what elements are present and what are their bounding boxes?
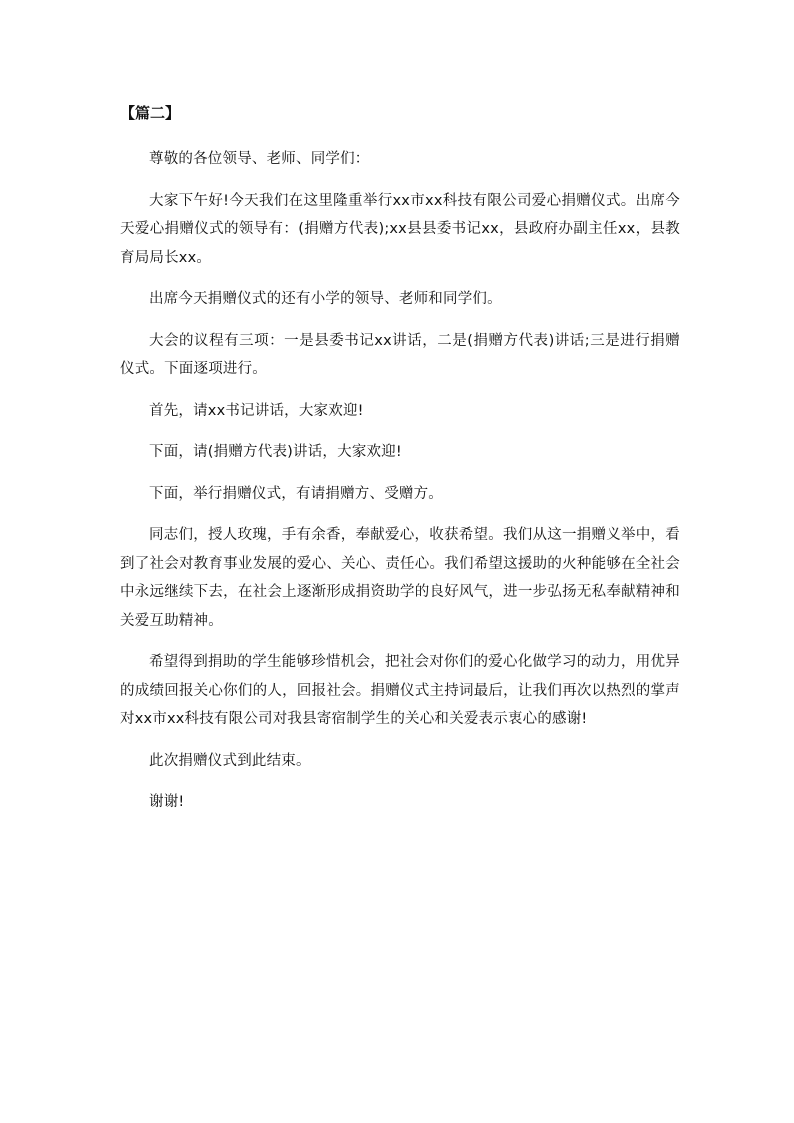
paragraph-comrades: 同志们，授人玫瑰，手有余香，奉献爱心，收获希望。我们从这一捐赠义举中，看到了社会对教育事业发展的爱心、关心、责任心。我们希望这援助的火种能够在全社会中永远继续下去，在社会上逐渐形成捐资助学的良好风气，进一步弘扬无私奉献精神和关爱互助精神。 — [120, 527, 680, 629]
paragraph-attendees: 出席今天捐赠仪式的还有小学的领导、老师和同学们。 — [149, 291, 502, 307]
paragraph-thanks: 谢谢! — [149, 794, 185, 810]
paragraph-agenda: 大会的议程有三项：一是县委书记xx讲话，二是(捐赠方代表)讲话;三是进行捐赠仪式。下面逐项进行。 — [120, 332, 680, 377]
paragraph-salutation: 尊敬的各位领导、老师、同学们： — [149, 151, 370, 167]
paragraph-opening: 大家下午好!今天我们在这里隆重举行xx市xx科技有限公司爱心捐赠仪式。出席今天爱心捐赠仪式的领导有：(捐赠方代表);xx县县委书记xx，县政府办副主任xx，县教育局局长xx。 — [120, 192, 680, 266]
paragraph-hope: 希望得到捐助的学生能够珍惜机会，把社会对你们的爱心化做学习的动力，用优异的成绩回报关心你们的人，回报社会。捐赠仪式主持词最后，让我们再次以热烈的掌声对xx市xx科技有限公司对我县寄宿制学生的关心和关爱表示衷心的感谢! — [120, 654, 680, 727]
section-heading: 【篇二】 — [120, 104, 181, 122]
paragraph-closing: 此次捐赠仪式到此结束。 — [149, 752, 311, 769]
paragraph-second-speech: 下面，请(捐赠方代表)讲话，大家欢迎! — [149, 444, 402, 460]
paragraph-ceremony: 下面，举行捐赠仪式，有请捐赠方、受赠方。 — [149, 485, 443, 502]
paragraph-first-speech: 首先，请xx书记讲话，大家欢迎! — [149, 402, 364, 419]
document-body — [120, 101, 680, 830]
